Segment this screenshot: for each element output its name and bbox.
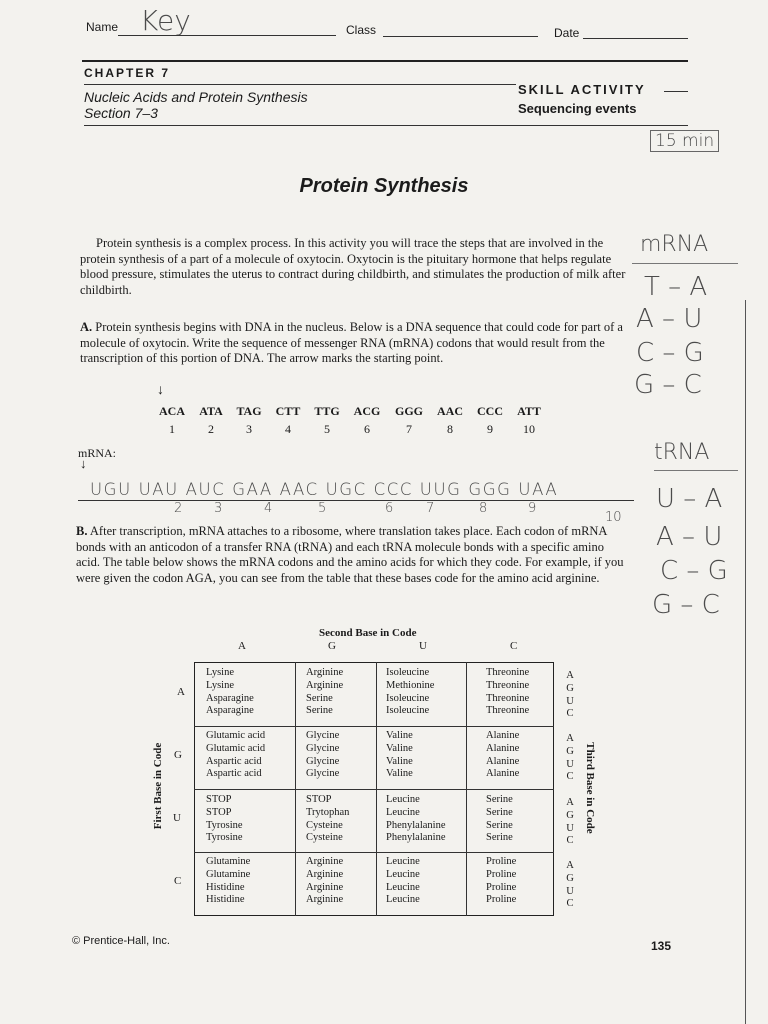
dna-codon: CTT [275, 404, 301, 418]
page-number: 135 [651, 939, 672, 953]
activity-rule [664, 91, 688, 92]
margin-mrna-pair: C – G [636, 338, 704, 368]
table-cell: Arginine Arginine Serine Serine [306, 667, 344, 717]
table-divider [194, 726, 554, 727]
codon-number: 8 [447, 422, 453, 436]
margin-mrna-pair: T – A [644, 272, 708, 302]
codon-number: 5 [324, 422, 330, 436]
activity-name: Sequencing events [518, 101, 637, 116]
answer-number: 9 [528, 501, 537, 516]
margin-trna-pair: C – G [660, 556, 728, 586]
margin-mrna-pair: A – U [636, 304, 703, 334]
answer-number: 5 [318, 501, 327, 516]
top-divider [82, 60, 688, 62]
codon-number: 6 [364, 422, 370, 436]
answer-number: 2 [174, 501, 183, 516]
chapter-label: CHAPTER 7 [84, 66, 171, 80]
margin-mrna-rule [632, 263, 738, 264]
intro-paragraph: Protein synthesis is a complex process. In this activity you will trace the steps that are involved in the protein synthesis of a part of a molecule of oxytocin. Oxytocin is the pituitary hormone that helps regulate blood pressure, stimulates the uterus to contract during childbirth, and stimulates the production of milk after childbirth. [80, 236, 626, 297]
second-base-label: C [510, 640, 518, 652]
dna-codon: TAG [236, 404, 262, 418]
third-base-labels: A G U C [566, 733, 574, 783]
table-cell: Isoleucine Methionine Isoleucine Isoleucine [386, 667, 435, 717]
answer-number: 4 [264, 501, 273, 516]
subject-title: Nucleic Acids and Protein Synthesis [84, 89, 308, 105]
activity-type: SKILL ACTIVITY [518, 82, 646, 97]
margin-trna-pair: G – C [652, 590, 720, 620]
first-base-label: A [177, 686, 185, 698]
codon-number: 1 [169, 422, 175, 436]
margin-trna-pair: U – A [656, 484, 723, 514]
date-label: Date [554, 26, 580, 40]
margin-mrna-title: mRNA [640, 232, 709, 257]
codon-number: 9 [487, 422, 493, 436]
dna-codon: GGG [394, 404, 423, 418]
chapter-rule [84, 84, 516, 85]
table-cell: Glutamic acid Glutamic acid Aspartic acid Aspartic acid [206, 730, 266, 780]
table-cell: Glycine Glycine Glycine Glycine [306, 730, 340, 780]
answer-number: 10 [605, 510, 622, 525]
answer-number: 8 [479, 501, 488, 516]
dna-codon: ATT [517, 404, 541, 418]
class-line [383, 36, 538, 37]
table-cell: Serine Serine Serine Serine [486, 794, 513, 844]
first-base-title: First Base in Code [152, 742, 164, 830]
first-base-label: C [174, 875, 182, 887]
name-value: Key [140, 4, 191, 37]
table-cell: Leucine Leucine Leucine Leucine [386, 856, 420, 906]
second-base-title: Second Base in Code [319, 627, 417, 639]
table-divider [194, 852, 554, 853]
name-label: Name [86, 20, 119, 34]
part-a [80, 320, 628, 367]
answer-number: 7 [426, 501, 435, 516]
mrna-answer: UGU UAU AUC GAA AAC UGC CCC UUG GGG UAA [90, 480, 559, 499]
table-cell: Glutamine Glutamine Histidine Histidine [206, 856, 251, 906]
margin-trna-pair: A – U [656, 522, 723, 552]
table-cell: Proline Proline Proline Proline [486, 856, 517, 906]
part-a-label: A. [80, 320, 93, 334]
copyright: © Prentice-Hall, Inc. [72, 935, 170, 947]
table-cell: Threonine Threonine Threonine Threonine [486, 667, 530, 717]
answer-number: 3 [214, 501, 223, 516]
first-base-label: U [173, 812, 181, 824]
margin-trna-title: tRNA [654, 440, 710, 465]
mrna-arrow: ↓ [80, 456, 87, 471]
table-cell: STOP Trytophan Cysteine Cysteine [306, 794, 350, 844]
margin-mrna-pair: G – C [634, 370, 702, 400]
second-base-label: G [328, 640, 336, 652]
table-cell: Leucine Leucine Phenylalanine Phenylalanine [386, 794, 446, 844]
second-base-label: A [238, 640, 246, 652]
second-base-label: U [419, 640, 427, 652]
third-base-title: Third Base in Code [584, 742, 596, 834]
codon-number: 7 [406, 422, 412, 436]
first-base-label: G [174, 749, 182, 761]
time-note: 15 min [650, 130, 719, 152]
dna-codon: CCC [477, 404, 503, 418]
third-base-labels: A G U C [566, 670, 574, 720]
third-base-labels: A G U C [566, 797, 574, 847]
part-b [76, 524, 628, 586]
dna-codon: ACG [353, 404, 381, 418]
codon-number: 10 [523, 422, 535, 436]
codon-number: 3 [246, 422, 252, 436]
table-cell: Alanine Alanine Alanine Alanine [486, 730, 520, 780]
dna-codon: ACA [159, 404, 185, 418]
start-arrow: ↓ [157, 383, 164, 398]
table-cell: Lysine Lysine Asparagine Asparagine [206, 667, 254, 717]
section-title: Section 7–3 [84, 105, 158, 121]
codon-number: 2 [208, 422, 214, 436]
part-a-text: Protein synthesis begins with DNA in the nucleus. Below is a DNA sequence that could code for part of a molecule of oxytocin. Write the sequence of messenger RNA (mRNA) codons that would result from the transcription of this portion of DNA. The arrow marks the starting point. [80, 320, 623, 365]
date-line [583, 38, 688, 39]
codon-number: 4 [285, 422, 291, 436]
mrna-label: mRNA: [78, 446, 117, 460]
dna-codon: AAC [437, 404, 463, 418]
part-b-label: B. [76, 524, 88, 538]
dna-codon: ATA [199, 404, 223, 418]
table-divider [194, 789, 554, 790]
name-line [118, 35, 336, 36]
margin-trna-rule [654, 470, 738, 471]
class-label: Class [346, 23, 377, 37]
table-cell: Arginine Arginine Arginine Arginine [306, 856, 344, 906]
page-title: Protein Synthesis [299, 175, 469, 197]
third-base-labels: A G U C [566, 860, 574, 910]
table-cell: Valine Valine Valine Valine [386, 730, 413, 780]
page-edge [745, 300, 746, 1024]
header-bottom-rule [84, 125, 688, 126]
table-cell: STOP STOP Tyrosine Tyrosine [206, 794, 243, 844]
part-b-text: After transcription, mRNA attaches to a ribosome, where translation takes place. Each codon of mRNA bonds with an anticodon of a transfer RNA (tRNA) and each tRNA molecule bonds with a specific amino acid. The table below shows the mRNA codons and the amino acids for which they code. For example, if you were given the codon AGA, you can see from the table that these bases code for the amino acid arginine. [76, 524, 624, 585]
answer-number: 6 [385, 501, 394, 516]
dna-codon: TTG [314, 404, 340, 418]
mrna-answer-line [78, 500, 634, 501]
